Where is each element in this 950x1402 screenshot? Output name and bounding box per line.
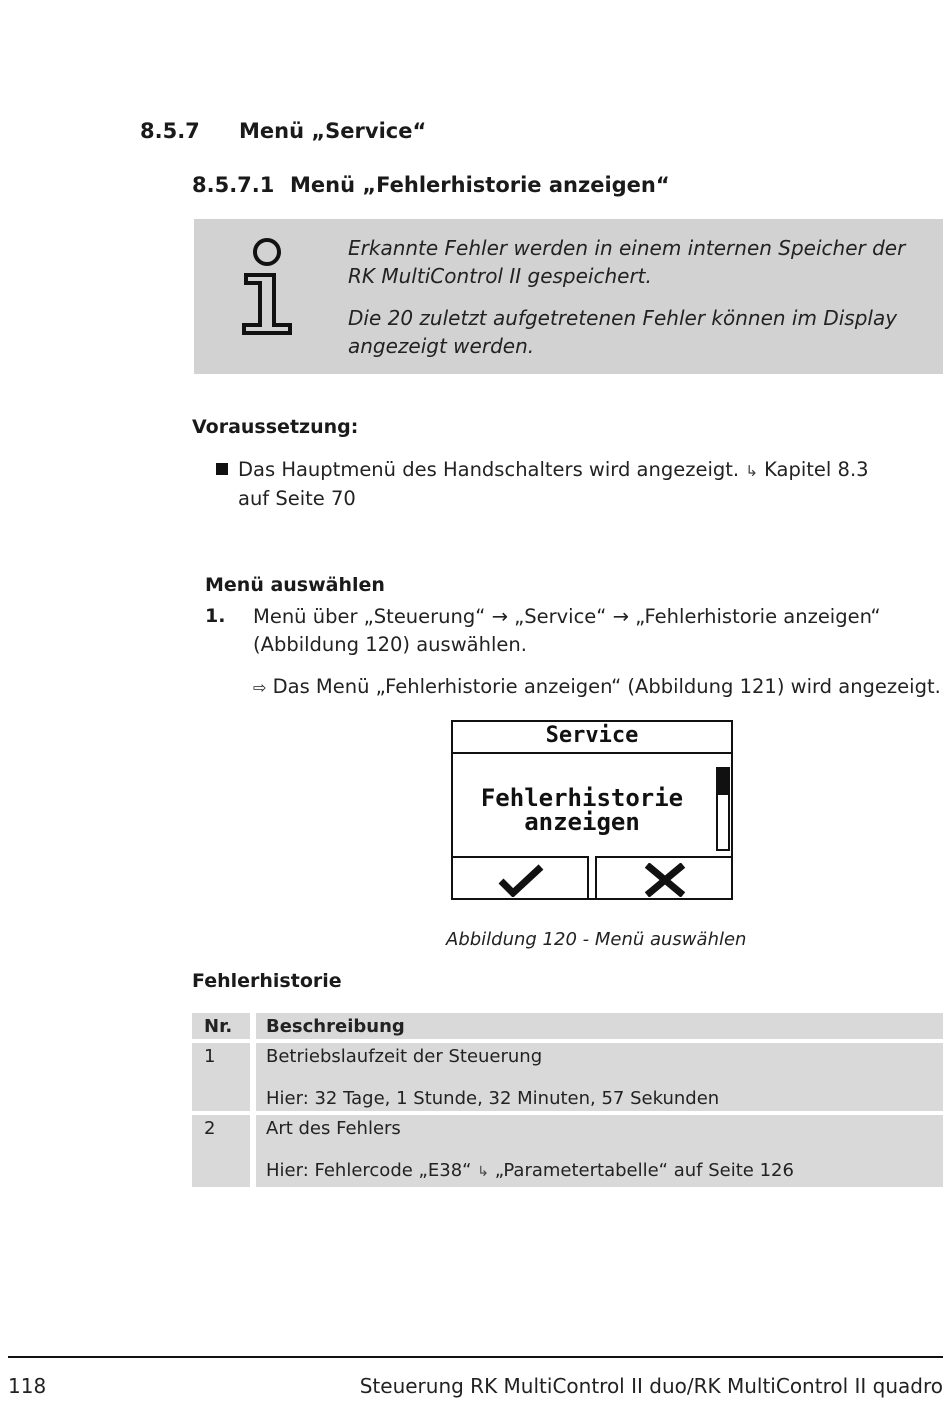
info-line: angezeigt werden. bbox=[348, 334, 535, 358]
subsection-title: Menü „Fehlerhistorie anzeigen“ bbox=[290, 173, 670, 197]
info-line: RK MultiControl II gespeichert. bbox=[348, 264, 652, 288]
step-result bbox=[253, 673, 941, 702]
table-title: Fehlerhistorie bbox=[192, 970, 342, 992]
cross-icon bbox=[643, 863, 687, 897]
prerequisite-label: Voraussetzung: bbox=[192, 416, 359, 438]
parameter-table-link[interactable]: „Parametertabelle“ auf Seite 126 bbox=[494, 1160, 794, 1181]
row-desc: Betriebslaufzeit der Steuerung bbox=[266, 1046, 543, 1067]
figure-caption: Abbildung 120 - Menü auswählen bbox=[446, 929, 747, 950]
row-desc: Art des Fehlers bbox=[266, 1118, 401, 1139]
subsection-number: 8.5.7.1 bbox=[192, 173, 275, 197]
check-icon bbox=[497, 863, 545, 897]
step-number: 1. bbox=[205, 605, 226, 627]
row-nr: 2 bbox=[204, 1118, 216, 1139]
reference-arrow-icon: ↳ bbox=[745, 462, 758, 480]
display-line: Fehlerhistorie bbox=[480, 784, 684, 812]
row-detail: Hier: 32 Tage, 1 Stunde, 32 Minuten, 57 Sekunden bbox=[266, 1088, 720, 1109]
section-heading bbox=[140, 119, 427, 143]
info-line: Die 20 zuletzt aufgetretenen Fehler können im Display bbox=[348, 306, 898, 330]
bullet-square-icon bbox=[216, 463, 228, 475]
info-text-2 bbox=[348, 304, 897, 360]
cancel-button[interactable] bbox=[595, 856, 731, 898]
prerequisite-text-2: auf Seite 70 bbox=[238, 487, 356, 510]
procedure-label: Menü auswählen bbox=[205, 574, 385, 596]
info-text-1 bbox=[348, 234, 905, 290]
table-header-desc: Beschreibung bbox=[266, 1016, 405, 1037]
step-text bbox=[253, 603, 881, 659]
document-title: Steuerung RK MultiControl II duo/RK MultiControl II quadro bbox=[359, 1374, 943, 1398]
display-title: Service bbox=[453, 722, 731, 754]
display-line: anzeigen bbox=[524, 808, 640, 836]
prerequisite-text: Das Hauptmenü des Handschalters wird angezeigt. bbox=[238, 458, 740, 481]
chapter-link[interactable]: Kapitel 8.3 bbox=[764, 458, 869, 481]
info-box bbox=[194, 219, 943, 374]
step-line: (Abbildung 120) auswählen. bbox=[253, 633, 527, 656]
display-menu-text bbox=[453, 786, 711, 834]
subsection-heading bbox=[192, 173, 670, 197]
scrollbar-thumb[interactable] bbox=[718, 769, 728, 795]
table-row bbox=[192, 1115, 250, 1187]
confirm-button[interactable] bbox=[453, 856, 589, 898]
result-arrow-icon: ⇨ bbox=[253, 678, 267, 697]
step-line: Menü über „Steuerung“ → „Service“ → „Fehlerhistorie anzeigen“ bbox=[253, 605, 881, 628]
row-detail bbox=[266, 1160, 794, 1181]
display-screen bbox=[451, 720, 733, 900]
section-title: Menü „Service“ bbox=[239, 119, 427, 143]
table-header-nr: Nr. bbox=[204, 1016, 233, 1037]
prerequisite-item bbox=[238, 456, 869, 513]
section-number: 8.5.7 bbox=[140, 119, 200, 143]
row-detail-text: Hier: Fehlercode „E38“ bbox=[266, 1160, 472, 1181]
result-text: Das Menü „Fehlerhistorie anzeigen“ (Abbildung 121) wird angezeigt. bbox=[272, 675, 941, 698]
page-number: 118 bbox=[8, 1374, 47, 1398]
row-nr: 1 bbox=[204, 1046, 216, 1067]
info-line: Erkannte Fehler werden in einem internen Speicher der bbox=[348, 236, 906, 260]
display-scrollbar[interactable] bbox=[716, 767, 730, 851]
table-row bbox=[192, 1043, 250, 1111]
footer-rule bbox=[8, 1356, 943, 1358]
reference-arrow-icon: ↳ bbox=[477, 1164, 489, 1180]
info-icon bbox=[238, 237, 296, 337]
